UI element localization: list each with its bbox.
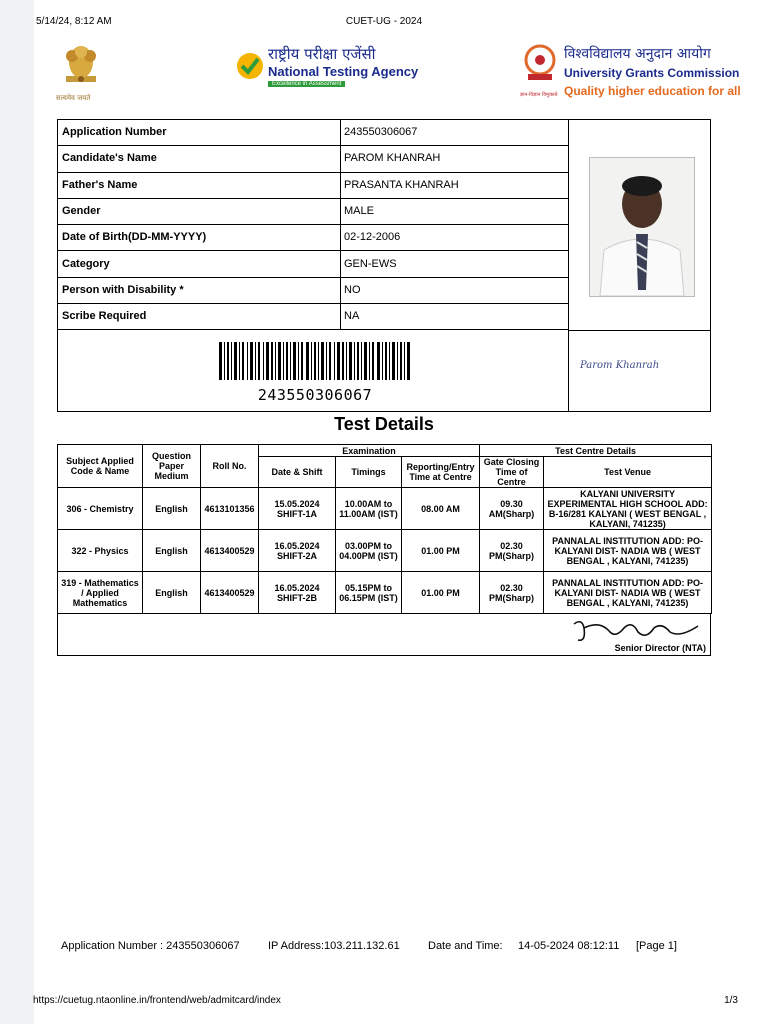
- row-value: MALE: [344, 204, 374, 217]
- row-value: NA: [344, 310, 360, 323]
- ugc-motto: ज्ञान-विज्ञान विमुक्तये: [520, 92, 558, 98]
- ugc-tagline: Quality higher education for all: [564, 84, 741, 98]
- footer-datetime-label: Date and Time:: [428, 940, 503, 952]
- header-gate: Gate Closing Time of Centre: [480, 457, 544, 488]
- cell-date-shift: 15.05.2024 SHIFT-1A: [259, 488, 336, 530]
- cell-medium: English: [143, 530, 201, 572]
- cell-subject: 319 - Mathematics / Applied Mathematics: [58, 572, 143, 614]
- header-timings: Timings: [336, 457, 402, 488]
- barcode-number: 243550306067: [257, 386, 373, 404]
- test-details-title: Test Details: [334, 414, 434, 434]
- cell-venue: PANNALAL INSTITUTION ADD: PO- KALYANI DIST- NADIA WB ( WEST BENGAL , KALYANI, 741235): [544, 572, 712, 614]
- cell-timings: 10.00AM to 11.00AM (IST): [336, 488, 402, 530]
- candidate-row: [58, 278, 569, 304]
- row-label: Gender: [62, 204, 101, 217]
- candidate-row: [58, 252, 569, 278]
- header-medium: Question Paper Medium: [143, 445, 201, 488]
- candidate-row: [58, 199, 569, 225]
- table-row: [58, 530, 712, 572]
- cell-date-shift: 16.05.2024 SHIFT-2A: [259, 530, 336, 572]
- cell-roll: 4613400529: [201, 530, 259, 572]
- cell-roll: 4613400529: [201, 572, 259, 614]
- row-value: GEN-EWS: [344, 257, 397, 270]
- nta-name: National Testing Agency: [268, 64, 419, 79]
- signatory-row: [57, 614, 711, 656]
- row-label: Candidate's Name: [62, 152, 157, 165]
- header-group-centre: Test Centre Details: [480, 445, 712, 457]
- header-subject: Subject Applied Code & Name: [58, 445, 143, 488]
- row-value: PRASANTA KHANRAH: [344, 178, 459, 191]
- print-page-title: CUET-UG - 2024: [345, 16, 423, 27]
- row-value: 243550306067: [344, 126, 418, 138]
- row-label: Category: [62, 257, 110, 270]
- nta-hindi-name: राष्ट्रीय परीक्षा एजेंसी: [268, 45, 376, 63]
- header-roll: Roll No.: [201, 445, 259, 488]
- cell-reporting: 01.00 PM: [402, 530, 480, 572]
- cell-roll: 4613101356: [201, 488, 259, 530]
- footer-page: [Page 1]: [636, 940, 677, 952]
- candidate-details-table: [57, 119, 711, 412]
- cell-subject: 322 - Physics: [58, 530, 143, 572]
- header-reporting: Reporting/Entry Time at Centre: [402, 457, 480, 488]
- column-divider: [340, 120, 341, 330]
- cell-reporting: 08.00 AM: [402, 488, 480, 530]
- table-row: [58, 488, 712, 530]
- print-page-count: 1/3: [724, 995, 738, 1006]
- candidate-row: [58, 146, 569, 172]
- photo-bottom-line: [568, 330, 710, 331]
- ugc-logo-icon: [522, 44, 558, 84]
- footer-ip-address: IP Address:103.211.132.61: [268, 940, 400, 952]
- cell-medium: English: [143, 488, 201, 530]
- nta-check-icon: [236, 52, 264, 80]
- photo-divider: [568, 120, 569, 411]
- row-label: Scribe Required: [62, 310, 147, 323]
- cell-venue: PANNALAL INSTITUTION ADD: PO- KALYANI DIST- NADIA WB ( WEST BENGAL , KALYANI, 741235): [544, 530, 712, 572]
- ugc-name: University Grants Commission: [564, 66, 740, 80]
- header-group-examination: Examination: [259, 445, 480, 457]
- cell-subject: 306 - Chemistry: [58, 488, 143, 530]
- cell-gate: 02.30 PM(Sharp): [480, 530, 544, 572]
- row-value: 02-12-2006: [344, 231, 401, 244]
- cell-timings: 03.00PM to 04.00PM (IST): [336, 530, 402, 572]
- row-label: Father's Name: [62, 178, 138, 191]
- header-venue: Test Venue: [544, 457, 712, 488]
- candidate-signature: Parom Khanrah: [580, 360, 660, 371]
- barcode: [219, 342, 411, 380]
- candidate-row: [58, 120, 569, 146]
- cell-gate: 09.30 AM(Sharp): [480, 488, 544, 530]
- nta-tagline: Excellence in Assessment: [268, 81, 345, 87]
- row-value: NO: [344, 283, 361, 296]
- ugc-hindi-name: विश्वविद्यालय अनुदान आयोग: [564, 46, 711, 62]
- cell-reporting: 01.00 PM: [402, 572, 480, 614]
- candidate-row: [58, 304, 569, 330]
- cell-medium: English: [143, 572, 201, 614]
- print-url: https://cuetug.ntaonline.in/frontend/web/admitcard/index: [33, 995, 281, 1006]
- cell-venue: KALYANI UNIVERSITY EXPERIMENTAL HIGH SCHOOL ADD: B-16/281 KALYANI ( WEST BENGAL , KALYANI, 741235): [544, 488, 712, 530]
- cell-timings: 05.15PM to 06.15PM (IST): [336, 572, 402, 614]
- candidate-row: [58, 173, 569, 199]
- row-label: Application Number: [62, 126, 167, 138]
- header-date-shift: Date & Shift: [259, 457, 336, 488]
- row-value: PAROM KHANRAH: [344, 152, 441, 165]
- signatory-caption: Senior Director (NTA): [614, 643, 706, 653]
- cell-gate: 02.30 PM(Sharp): [480, 572, 544, 614]
- emblem-caption: सत्यमेव जयते: [56, 94, 91, 102]
- table-row: [58, 572, 712, 614]
- candidate-photo: [589, 157, 695, 297]
- director-signature: [570, 616, 704, 644]
- footer-application-number: Application Number : 243550306067: [61, 940, 240, 952]
- scroll-gutter: [0, 0, 34, 1024]
- test-details-table: [57, 444, 712, 614]
- row-label: Person with Disability *: [62, 283, 184, 296]
- cell-date-shift: 16.05.2024 SHIFT-2B: [259, 572, 336, 614]
- candidate-row: [58, 225, 569, 251]
- row-label: Date of Birth(DD-MM-YYYY): [62, 231, 207, 244]
- footer-datetime: 14-05-2024 08:12:11: [518, 940, 620, 952]
- print-datetime: 5/14/24, 8:12 AM: [36, 16, 112, 27]
